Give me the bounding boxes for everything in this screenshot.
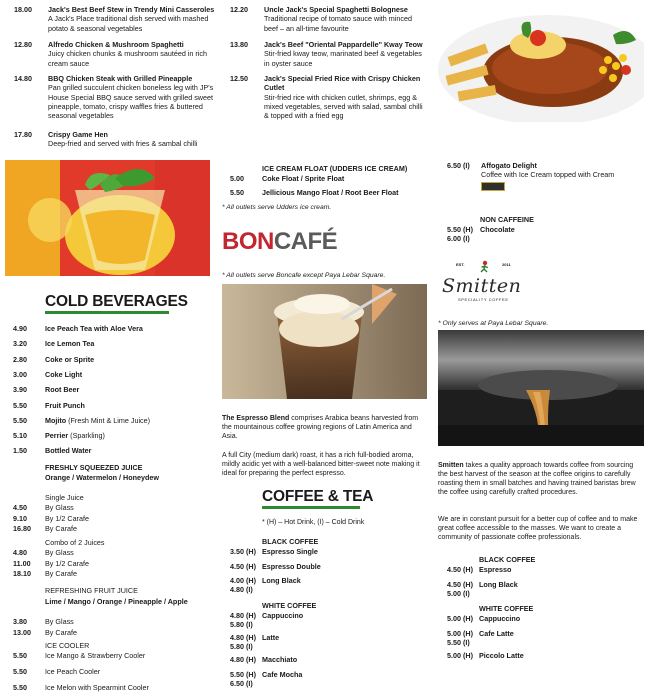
white-coffee-name: Latte — [262, 633, 280, 642]
beverage-name — [45, 385, 79, 394]
beverage-row — [13, 617, 74, 626]
juice-flavours: Orange / Watermelon / Honeydew — [45, 473, 159, 482]
smitten-logo — [440, 260, 530, 305]
beverage-price: 5.50 — [13, 415, 27, 425]
black-coffee-name: Long Black — [262, 576, 301, 585]
cooler-name: Ice Mango & Strawberry Cooler — [45, 651, 146, 660]
beverage-price: 4.90 — [13, 324, 27, 333]
smitten-black-name: Long Black — [479, 579, 518, 589]
beverage-price: 4.50 — [13, 503, 27, 512]
beverage-price: 5.50 — [13, 400, 27, 410]
beverage-row — [13, 569, 77, 578]
size-name: By 1/2 Carafe — [45, 558, 89, 568]
beverage-name — [45, 339, 94, 348]
white-coffee-section-title: WHITE COFFEE — [262, 601, 317, 610]
beverage-price: 13.00 — [13, 627, 31, 637]
white-coffee-name: Cafe Mocha — [262, 669, 303, 679]
main-text — [48, 74, 218, 121]
beverage-name-main: Mojito — [45, 415, 67, 425]
size-name: By Glass — [45, 548, 74, 557]
beverage-name — [45, 431, 105, 440]
main-text — [48, 40, 218, 68]
boncafe-logo-cafe: CAFÉ — [273, 228, 338, 255]
smitten-white-name: Cappuccino — [479, 614, 521, 623]
smitten-white-price: 5.00 (H) — [447, 650, 473, 660]
beverage-row — [13, 628, 77, 637]
size-name: By Carafe — [45, 627, 77, 637]
beverage-price: 3.80 — [13, 617, 27, 626]
beverage-row — [13, 339, 94, 348]
main-item — [14, 74, 218, 121]
boncafe-logo — [222, 230, 337, 254]
beverage-row — [13, 401, 85, 410]
size-name: By Carafe — [45, 569, 77, 578]
black-coffee-price: 4.00 (H) — [230, 576, 256, 585]
main-name: Jack's Special Fried Rice with Crispy Chicken Cutlet — [264, 74, 421, 93]
non-caffeine-title: NON CAFFEINE — [480, 215, 534, 224]
main-name: Uncle Jack's Special Spaghetti Bolognese — [264, 5, 408, 14]
main-text — [264, 40, 426, 68]
coffee-tea-heading: COFFEE & TEA — [262, 488, 374, 505]
non-caffeine-price: 6.00 (I) — [447, 234, 470, 244]
espresso-pour-photo — [438, 330, 644, 446]
beverage-row — [13, 524, 77, 533]
beverage-price: 3.90 — [13, 385, 27, 395]
smitten-note: * Only serves at Paya Lebar Square. — [438, 320, 549, 327]
black-coffee-name: Espresso Single — [262, 547, 318, 556]
beverage-name-main: Coke Light — [45, 369, 83, 379]
single-juice-label: Single Juice — [45, 493, 84, 502]
beverage-row — [13, 370, 82, 379]
main-text — [48, 5, 218, 33]
beverage-name-main: Coke or Sprite — [45, 354, 95, 364]
smitten-sub: SPECIALITY COFFEE — [458, 297, 509, 302]
beverage-name-extra: (Fresh Mint & Lime Juice) — [66, 415, 151, 425]
beverage-row — [13, 667, 100, 676]
beverage-row — [13, 324, 143, 333]
black-coffee-section-title: BLACK COFFEE — [262, 537, 319, 546]
smitten-white-section-title: WHITE COFFEE — [479, 604, 534, 613]
main-desc: Stir-fried rice with chicken cutlet, shrimps, egg & mixed vegetables, served with salad, sambal chilli & topped with a fried egg — [264, 92, 423, 121]
main-desc: Stir-fried kway teow, marinated beef & vegetables in oyster sauce — [264, 49, 422, 68]
smitten-year — [502, 262, 511, 267]
udders-note: * All outlets serve Udders ice cream. — [222, 204, 332, 211]
main-text — [264, 5, 426, 33]
main-item — [230, 74, 426, 121]
non-caffeine-name: Chocolate — [480, 225, 515, 234]
combo-label: Combo of 2 Juices — [45, 538, 105, 547]
cold-beverages-underline — [45, 311, 169, 314]
beverage-price: 1.50 — [13, 446, 27, 456]
black-coffee-price: 4.50 (H) — [230, 561, 256, 571]
main-desc: Juicy chicken chunks & mushroom sautéed in rich cream sauce — [48, 49, 207, 68]
affogato-desc: Coffee with Ice Cream topped with Cream — [481, 170, 615, 180]
main-item — [14, 130, 218, 149]
white-coffee-price: 6.50 (I) — [230, 678, 253, 688]
affogato-row — [447, 161, 641, 191]
coffee-float-photo — [222, 284, 427, 399]
beverage-name-main: Ice Peach Tea with Aloe Vera — [45, 324, 143, 333]
float-price: 5.50 — [230, 188, 244, 197]
black-coffee-name: Espresso Double — [262, 561, 321, 571]
steak-photo — [438, 0, 644, 122]
beverage-price: 2.80 — [13, 354, 27, 364]
main-item — [230, 5, 426, 33]
beverage-price: 9.10 — [13, 513, 27, 523]
main-desc: Pan grilled succulent chicken boneless leg with JP's House Special BBQ sauce served with grilled sweet pineapple, tomato, crispy waffles fries & buttered seasonal vegetables — [48, 83, 214, 121]
black-coffee-price: 3.50 (H) — [230, 547, 256, 556]
main-desc: Traditional recipe of tomato sauce with minced beef – an all-time favourite — [264, 14, 412, 33]
smitten-para-bold: Smitten — [438, 462, 464, 469]
black-coffee-price: 4.80 (I) — [230, 585, 253, 595]
ice-cream-float-title: ICE CREAM FLOAT (UDDERS ICE CREAM) — [262, 164, 408, 173]
smitten-wordmark: Smitten — [442, 275, 522, 297]
float-price: 5.00 — [230, 174, 244, 183]
white-coffee-name: Macchiato — [262, 655, 298, 664]
float-name: Jellicious Mango Float / Root Beer Float — [262, 188, 399, 197]
cold-beverages-heading: COLD BEVERAGES — [45, 293, 188, 310]
main-name: Jack's Best Beef Stew in Trendy Mini Casseroles — [48, 5, 215, 14]
boncafe-note: * All outlets serve Boncafe except Paya Lebar Square. — [222, 272, 386, 279]
beverage-price: 4.80 — [13, 548, 27, 557]
smitten-white-price: 5.00 (H) — [447, 628, 473, 638]
white-coffee-name: Cappuccino — [262, 611, 304, 620]
smitten-est — [456, 262, 464, 267]
beverage-name — [45, 401, 85, 410]
main-text — [264, 74, 426, 121]
beverage-row — [13, 385, 79, 394]
smitten-runner-icon — [478, 260, 492, 274]
smitten-para — [438, 461, 644, 497]
beverage-name — [45, 355, 94, 364]
main-name: Crispy Game Hen — [48, 130, 108, 139]
size-name: By 1/2 Carafe — [45, 513, 89, 523]
refresh-title: REFRESHING FRUIT JUICE — [45, 586, 138, 595]
beverage-row — [13, 446, 91, 455]
float-name: Coke Float / Sprite Float — [262, 174, 345, 183]
main-price: 13.80 — [230, 40, 248, 49]
main-price: 12.80 — [14, 40, 32, 49]
boncafe-logo-bon: BON — [222, 228, 274, 255]
espresso-blend-bold: The Espresso Blend — [222, 415, 290, 422]
main-item — [14, 40, 218, 68]
beverage-row — [13, 651, 145, 660]
size-name: By Glass — [45, 503, 74, 512]
main-price: 17.80 — [14, 130, 32, 139]
main-item — [230, 40, 426, 68]
beverage-name — [45, 416, 150, 425]
refresh-flavours: Lime / Mango / Orange / Pineapple / Apple — [45, 597, 188, 606]
white-coffee-price: 5.80 (I) — [230, 620, 253, 630]
smitten-white-name: Piccolo Latte — [479, 650, 524, 660]
white-coffee-price: 4.80 (H) — [230, 611, 256, 620]
beverage-row — [13, 355, 94, 364]
beverage-name-main: Bottled Water — [45, 446, 92, 456]
beverage-row — [13, 503, 74, 512]
beverage-price: 3.00 — [13, 369, 27, 379]
beverage-price: 16.80 — [13, 524, 31, 533]
beverage-row — [13, 683, 149, 692]
ice-cooler-title: ICE COOLER — [45, 641, 90, 650]
beverage-name-main: Fruit Punch — [45, 400, 85, 410]
non-caffeine-price: 5.50 (H) — [447, 225, 473, 234]
beverage-name — [45, 370, 82, 379]
beverage-name — [45, 446, 91, 455]
juice-title: FRESHLY SQUEEZED JUICE — [45, 463, 143, 472]
white-coffee-price: 5.80 (I) — [230, 642, 253, 652]
espresso-blend-text — [222, 414, 427, 441]
main-item — [14, 5, 218, 33]
smitten-black-price: 4.50 (H) — [447, 565, 473, 574]
main-name: BBQ Chicken Steak with Grilled Pineapple — [48, 74, 193, 83]
beverage-name-main: Perrier — [45, 431, 69, 441]
beverage-price: 5.10 — [13, 431, 27, 441]
float-row — [230, 188, 399, 197]
cooler-name: Ice Melon with Spearmint Cooler — [45, 682, 149, 692]
smitten-black-price: 4.50 (H) — [447, 579, 473, 589]
hot-cold-legend: * (H) – Hot Drink, (I) – Cold Drink — [262, 519, 365, 526]
affogato-name: Affogato Delight — [481, 161, 537, 170]
main-text — [48, 130, 218, 149]
beverage-price: 5.50 — [13, 666, 27, 676]
smitten-para-text: takes a quality approach towards coffee from sourcing the best harvest of the season at the coffee origins to carefully roasting them in small batches and having trained baristas brew the coffee using carefully crafted procedures. — [438, 462, 636, 497]
main-price: 18.00 — [14, 5, 32, 14]
beverage-name — [45, 324, 143, 333]
beverage-name-extra: (Sparkling) — [68, 431, 105, 441]
main-price: 14.80 — [14, 74, 32, 83]
beverage-row — [13, 514, 89, 523]
smitten-para-2: We are in constant pursuit for a better cup of coffee and to make great coffee accessible to the masses. We want to create a community of passionate coffee professionals. — [438, 516, 638, 542]
beverage-name-main: Ice Lemon Tea — [45, 339, 95, 349]
white-coffee-price: 4.80 (H) — [230, 655, 256, 664]
mojito-photo — [5, 160, 210, 276]
white-coffee-price: 5.50 (H) — [230, 669, 256, 679]
beverage-price: 11.00 — [13, 558, 31, 568]
coffee-tea-underline — [262, 506, 360, 509]
beverage-row — [13, 559, 89, 568]
beverage-row — [13, 548, 74, 557]
affogato-text — [481, 161, 641, 191]
udders-badge-icon — [481, 182, 505, 191]
full-city-roast-text: A full City (medium dark) roast, it has a rich full-bodied aroma, mildly acidic yet with a well-balanced bitter-sweet note making it ideal for preparing the perfect espresso. — [222, 452, 420, 478]
affogato-price: 6.50 (I) — [447, 161, 470, 170]
main-desc: Deep-fried and served with fries & sambal chilli — [48, 139, 198, 149]
smitten-black-name: Espresso — [479, 565, 512, 574]
main-name: Jack's Beef "Oriental Pappardelle" Kway Teow — [264, 40, 423, 49]
smitten-black-price: 5.00 (I) — [447, 588, 470, 598]
main-price: 12.50 — [230, 74, 248, 83]
beverage-row — [13, 416, 150, 425]
beverage-price: 5.50 — [13, 682, 27, 692]
beverage-row — [13, 431, 105, 440]
espresso-blend-desc: comprises Arabica beans harvested from the mountainous coffee growing regions of Latin America and Asia. — [222, 415, 419, 441]
main-desc: A Jack's Place traditional dish served with mashed potato & seasonal vegetables — [48, 14, 209, 33]
beverage-price: 5.50 — [13, 651, 27, 660]
beverage-name-main: Root Beer — [45, 385, 80, 395]
float-row — [230, 174, 344, 183]
cooler-name: Ice Peach Cooler — [45, 666, 101, 676]
size-name: By Carafe — [45, 524, 77, 533]
smitten-white-price: 5.00 (H) — [447, 614, 473, 623]
smitten-year-label: 2011 — [502, 262, 511, 267]
beverage-price: 18.10 — [13, 569, 31, 578]
smitten-est-label: EST. — [456, 262, 465, 267]
smitten-black-section-title: BLACK COFFEE — [479, 555, 536, 564]
beverage-price: 3.20 — [13, 339, 27, 349]
white-coffee-price: 4.80 (H) — [230, 633, 256, 642]
smitten-white-price: 5.50 (I) — [447, 637, 470, 647]
main-name: Alfredo Chicken & Mushroom Spaghetti — [48, 40, 184, 49]
size-name: By Glass — [45, 617, 74, 626]
smitten-white-name: Cafe Latte — [479, 628, 514, 638]
main-price: 12.20 — [230, 5, 248, 14]
